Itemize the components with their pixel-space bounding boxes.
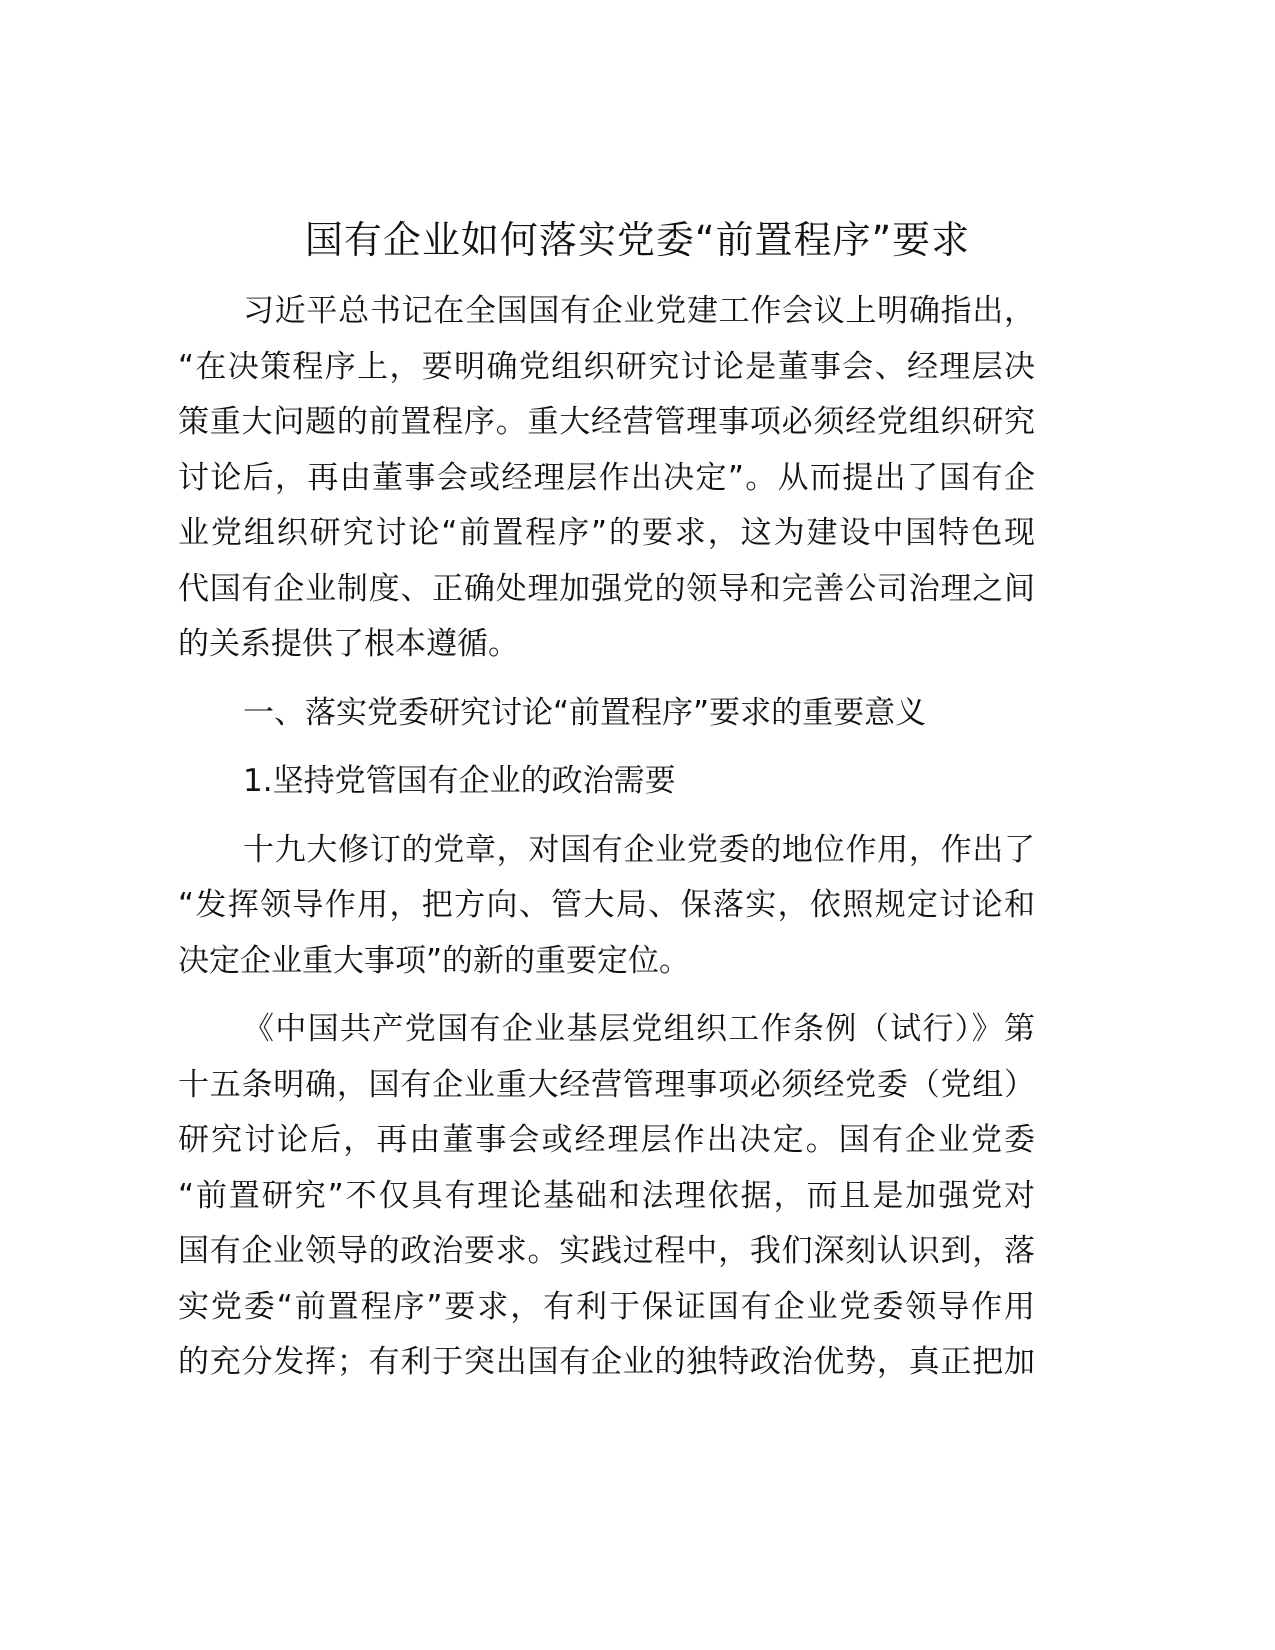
text-line: 的充分发挥；有利于突出国有企业的独特政治优势，真正把加 [178, 1344, 1035, 1380]
text-line: 研究讨论后，再由董事会或经理层作出决定。国有企业党委 [178, 1122, 1035, 1158]
text-line: 业党组织研究讨论“前置程序”的要求，这为建设中国特色现 [178, 515, 1035, 551]
paragraph [178, 284, 1035, 673]
text-line: 代国有企业制度、正确处理加强党的领导和完善公司治理之间 [178, 570, 1035, 607]
document-title: 国有企业如何落实党委“前置程序”要求 [304, 218, 971, 262]
paragraph [178, 686, 1035, 742]
text-line: 的关系提供了根本遵循。 [178, 626, 519, 662]
text-line: 十五条明确，国有企业重大经营管理事项必须经党委（党组） [178, 1066, 1035, 1103]
paragraph [178, 823, 1035, 990]
text-line: 《中国共产党国有企业基层党组织工作条例（试行）》第 [243, 1011, 1035, 1047]
text-line: 习近平总书记在全国国有企业党建工作会议上明确指出， [243, 293, 1035, 329]
text-line: 十九大修订的党章，对国有企业党委的地位作用，作出了 [243, 831, 1035, 868]
text-line: 策重大问题的前置程序。重大经营管理事项必须经党组织研究 [178, 404, 1035, 440]
text-line: 1.坚持党管国有企业的政治需要 [243, 763, 676, 799]
text-line: “在决策程序上，要明确党组织研究讨论是董事会、经理层决 [178, 348, 1035, 385]
text-line: 国有企业领导的政治要求。实践过程中，我们深刻认识到，落 [178, 1233, 1035, 1269]
paragraph [178, 754, 1035, 810]
paragraph [178, 1002, 1035, 1391]
text-line: “发挥领导作用，把方向、管大局、保落实，依照规定讨论和 [178, 887, 1035, 923]
text-line: 决定企业重大事项”的新的重要定位。 [178, 942, 691, 979]
text-line: “前置研究”不仅具有理论基础和法理依据，而且是加强党对 [178, 1177, 1035, 1214]
text-line: 讨论后，再由董事会或经理层作出决定”。从而提出了国有企 [178, 459, 1035, 496]
text-line: 实党委“前置程序”要求，有利于保证国有企业党委领导作用 [178, 1288, 1035, 1325]
document-body [178, 284, 1035, 1404]
text-line: 一、落实党委研究讨论“前置程序”要求的重要意义 [243, 694, 927, 731]
